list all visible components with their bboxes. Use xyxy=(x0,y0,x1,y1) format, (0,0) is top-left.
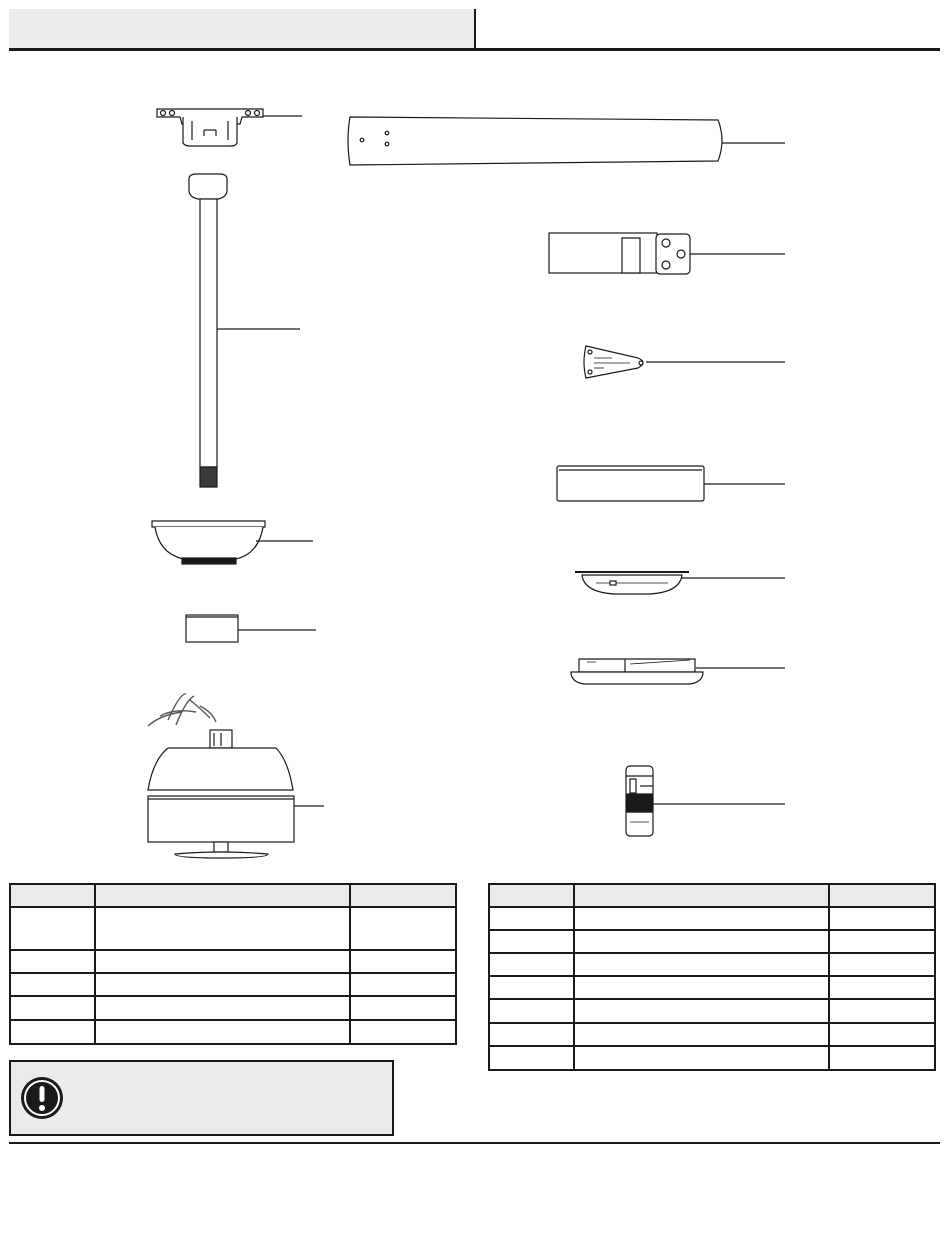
table-cell xyxy=(95,996,350,1020)
table-cell xyxy=(95,973,350,996)
table-cell xyxy=(574,999,829,1023)
table-row xyxy=(10,996,456,1020)
table-cell xyxy=(10,907,95,950)
table-header-row xyxy=(10,884,456,907)
table-header-part xyxy=(10,884,95,907)
table-cell xyxy=(350,907,456,950)
downrod-illustration xyxy=(189,174,300,487)
table-cell xyxy=(10,950,95,973)
motor-assembly-illustration xyxy=(148,694,324,858)
table-header-quantity xyxy=(350,884,456,907)
coupling-cover-illustration xyxy=(186,615,316,642)
table-cell xyxy=(574,930,829,953)
parts-table-left xyxy=(9,883,457,1045)
table-cell xyxy=(489,999,574,1023)
fan-blade-illustration xyxy=(348,117,785,165)
table-row xyxy=(489,930,935,953)
exclamation-icon xyxy=(20,1076,64,1120)
table-cell xyxy=(829,999,935,1023)
table-cell xyxy=(10,973,95,996)
table-cell xyxy=(350,996,456,1020)
table-cell xyxy=(829,1023,935,1046)
table-row xyxy=(489,976,935,999)
table-cell xyxy=(95,907,350,950)
table-cell xyxy=(829,976,935,999)
table-header-part xyxy=(489,884,574,907)
light-kit-plate-illustration xyxy=(575,572,785,594)
table-header-description xyxy=(95,884,350,907)
canopy-illustration xyxy=(152,521,313,564)
table-row xyxy=(10,950,456,973)
table-cell xyxy=(489,907,574,930)
table-cell xyxy=(10,996,95,1020)
table-row xyxy=(489,953,935,976)
table-row xyxy=(489,1023,935,1046)
table-cell xyxy=(489,953,574,976)
table-header-quantity xyxy=(829,884,935,907)
table-cell xyxy=(350,973,456,996)
switch-housing-cover-illustration xyxy=(557,466,785,501)
table-cell xyxy=(95,950,350,973)
table-cell xyxy=(829,953,935,976)
table-cell xyxy=(10,1020,95,1044)
blade-arm-gasket-illustration xyxy=(584,346,785,378)
table-cell xyxy=(829,1046,935,1070)
table-row xyxy=(489,999,935,1023)
table-cell xyxy=(350,950,456,973)
table-cell xyxy=(574,976,829,999)
table-header-row xyxy=(489,884,935,907)
mounting-bracket-illustration xyxy=(157,109,302,146)
remote-control-illustration xyxy=(626,766,785,836)
table-header-description xyxy=(574,884,829,907)
table-cell xyxy=(574,953,829,976)
parts-table-right xyxy=(488,883,936,1071)
table-cell xyxy=(489,1046,574,1070)
notice-box xyxy=(9,1060,394,1136)
table-cell xyxy=(829,907,935,930)
blade-arm-illustration xyxy=(549,233,785,274)
table-row xyxy=(10,973,456,996)
table-row xyxy=(489,1046,935,1070)
table-row xyxy=(10,907,456,950)
table-row xyxy=(489,907,935,930)
table-cell xyxy=(489,930,574,953)
table-cell xyxy=(574,1046,829,1070)
table-cell xyxy=(574,1023,829,1046)
table-cell xyxy=(489,1023,574,1046)
table-cell xyxy=(489,976,574,999)
light-kit-housing-illustration xyxy=(571,659,785,684)
table-cell xyxy=(350,1020,456,1044)
footer-rule xyxy=(9,1142,940,1144)
table-cell xyxy=(95,1020,350,1044)
table-cell xyxy=(829,930,935,953)
table-cell xyxy=(574,907,829,930)
table-row xyxy=(10,1020,456,1044)
